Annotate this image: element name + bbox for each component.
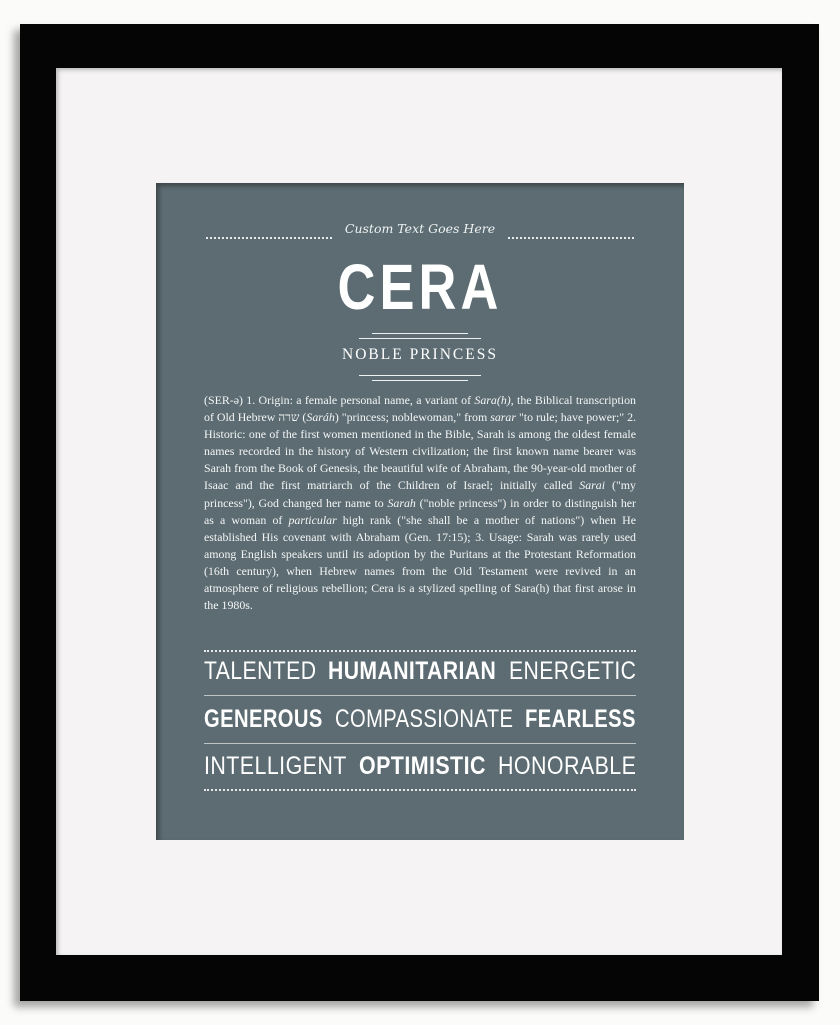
trait-row-2 <box>204 705 636 734</box>
traits-dotted-divider-bottom <box>204 789 636 791</box>
trait-word: INTELLIGENT <box>204 752 347 780</box>
trait-word: FEARLESS <box>525 705 636 733</box>
trait-word: COMPASSIONATE <box>334 705 514 733</box>
dotted-divider-right <box>508 237 634 239</box>
trait-word: GENEROUS <box>204 705 323 733</box>
name-rule-top-1 <box>372 333 468 334</box>
trait-word: TALENTED <box>204 657 317 685</box>
trait-word: OPTIMISTIC <box>358 752 486 780</box>
meaning-rule-bottom-2 <box>372 380 468 381</box>
traits-rule-1 <box>204 695 636 696</box>
pronunciation: (SER-ə) <box>204 393 243 407</box>
name-rule-top-2 <box>359 338 481 339</box>
traits-dotted-divider-top <box>204 650 636 652</box>
trait-word: HUMANITARIAN <box>328 657 497 685</box>
trait-word: HONORABLE <box>497 752 636 780</box>
traits-rule-2 <box>204 743 636 744</box>
custom-text: Custom Text Goes Here <box>344 221 496 236</box>
name-title: CERA <box>337 251 503 323</box>
meaning-rule-bottom-1 <box>359 375 481 376</box>
name-definition: (SER-ə) 1. Origin: a female personal name, a variant of Sara(h), the Biblical transcription of Old Hebrew שרה (Saráh) "princess; noblewoman," from sarar "to rule; have power;" 2. Historic: one of the first women mentioned in the Bible, Sarah is among the oldest female names recorded in the history of Western civilization; the first known name bearer was Sarah from the Book of Genesis, the beautiful wife of Abraham, the 90-year-old mother of Isaac and the first matriarch of the Children of Israel; initially called Sarai ("my princess"), God changed her name to Sarah ("noble princess") in order to distinguish her as a woman of particular high rank ("she shall be a mother of nations") when He established His covenant with Abraham (Gen. 17:15); 3. Usage: Sarah was rarely used among English speakers until its adoption by the Puritans at the Protestant Reformation (16th century), when Hebrew names from the Old Testament were revived in an atmosphere of religious rebellion; Cera is a stylized spelling of Sara(h) that first arose in the 1980s. <box>204 393 637 613</box>
trait-word: ENERGETIC <box>508 657 636 685</box>
dotted-divider-left <box>206 237 332 239</box>
trait-row-3 <box>204 752 636 781</box>
trait-row-1 <box>204 657 636 686</box>
name-meaning: NOBLE PRINCESS <box>342 346 498 363</box>
name-print <box>156 183 684 840</box>
